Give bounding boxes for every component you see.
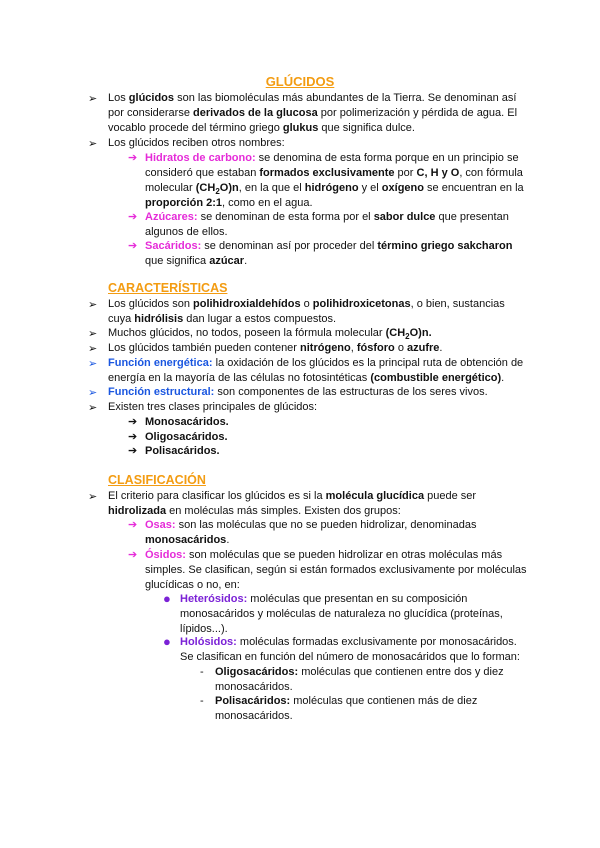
arrow-bullet-icon: ➔ — [128, 519, 138, 531]
arrowhead-bullet-icon: ➢ — [88, 387, 98, 399]
arrow-bullet-icon: ➔ — [128, 152, 138, 164]
oligosacaridos-item: Oligosacáridos: moléculas que contienen entre dos y diez monosacáridos. — [215, 666, 504, 693]
hidratos-item: Hidratos de carbono: se denomina de esta forma porque en un principio se consideró que estaban formados exclusivamente por C, H y O, con fórmula molecular $(CH_2O)n$, en la que el hidrógeno y el oxígeno se encuentran en la proporción 2:1, como en el agua. — [145, 152, 524, 209]
arrowhead-bullet-icon: ➢ — [88, 358, 98, 370]
arrow-bullet-icon: ➔ — [128, 431, 138, 443]
funcion-energetica-item: Función energética: la oxidación de los glúcidos es la principal ruta de obtención de energía en la mayoría de las células no fotosintéticas (combustible energético). — [108, 357, 524, 384]
section-heading-caracteristicas: CARACTERÍSTICAS — [108, 281, 228, 295]
arrowhead-bullet-icon: ➢ — [88, 138, 98, 150]
heterosidos-item: Heterósidos: moléculas que presentan en su composición monosacáridos y moléculas de naturaleza no glucídica (proteínas, lípidos...). — [180, 593, 503, 635]
arrow-bullet-icon: ➔ — [128, 445, 138, 457]
arrowhead-bullet-icon: ➢ — [88, 328, 98, 340]
dash-bullet: - — [200, 695, 204, 707]
clase-item: Polisacáridos. — [145, 445, 220, 457]
arrow-bullet-icon: ➔ — [128, 211, 138, 223]
clase-item: Oligosacáridos. — [145, 431, 228, 443]
arrowhead-bullet-icon: ➢ — [88, 343, 98, 355]
dot-bullet-icon: ● — [163, 591, 171, 606]
arrow-bullet-icon: ➔ — [128, 416, 138, 428]
holosidos-item: Holósidos: moléculas formadas exclusivamente por monosacáridos. Se clasifican en función del número de monosacáridos que lo forman: — [180, 636, 520, 663]
dot-bullet-icon: ● — [163, 634, 171, 649]
osidos-item: Ósidos: son moléculas que se pueden hidrolizar en otras moléculas más simples. Se clasifican, según si están formados exclusivamente por moléculas glucídicas o no, en: — [145, 549, 527, 591]
clasificacion-criterio: El criterio para clasificar los glúcidos es si la molécula glucídica puede ser hidrolizada en moléculas más simples. Existen dos grupos: — [108, 490, 477, 517]
osas-item: Osas: son las moléculas que no se pueden hidrolizar, denominadas monosacáridos. — [145, 519, 477, 546]
azucares-item: Azúcares: se denominan de esta forma por el sabor dulce que presentan algunos de ellos. — [145, 211, 509, 238]
arrowhead-bullet-icon: ➢ — [88, 299, 98, 311]
sacaridos-item: Sacáridos: se denominan así por proceder del término griego sakcharon que significa azúcar. — [145, 240, 513, 267]
polisacaridos-item: Polisacáridos: moléculas que contienen más de diez monosacáridos. — [215, 695, 478, 722]
funcion-estructural-item: Función estructural: son componentes de las estructuras de los seres vivos. — [108, 386, 488, 398]
page-title: GLÚCIDOS — [265, 74, 335, 89]
arrowhead-bullet-icon: ➢ — [88, 491, 98, 503]
arrow-bullet-icon: ➔ — [128, 549, 138, 561]
dash-bullet: - — [200, 666, 204, 678]
arrowhead-bullet-icon: ➢ — [88, 93, 98, 105]
arrow-bullet-icon: ➔ — [128, 240, 138, 252]
intro-paragraph: Los glúcidos son las biomoléculas más abundantes de la Tierra. Se denominan así por considerarse derivados de la glucosa por polimerización y pérdida de agua. El vocablo procede del término griego glukus que significa dulce. — [108, 92, 518, 134]
clase-item: Monosacáridos. — [145, 416, 229, 428]
caracteristicas-item: Los glúcidos también pueden contener nitrógeno, fósforo o azufre. — [108, 342, 443, 354]
tres-clases-intro: Existen tres clases principales de glúcidos: — [108, 401, 318, 413]
arrowhead-bullet-icon: ➢ — [88, 402, 98, 414]
other-names-intro: Los glúcidos reciben otros nombres: — [108, 137, 285, 149]
section-heading-clasificacion: CLASIFICACIÓN — [108, 473, 206, 487]
caracteristicas-item: Los glúcidos son polihidroxialdehídos o polihidroxicetonas, o bien, sustancias cuya hidrólisis dan lugar a estos compuestos. — [108, 298, 505, 325]
caracteristicas-item: Muchos glúcidos, no todos, poseen la fórmula molecular $(CH_2O)n$. — [108, 327, 432, 342]
